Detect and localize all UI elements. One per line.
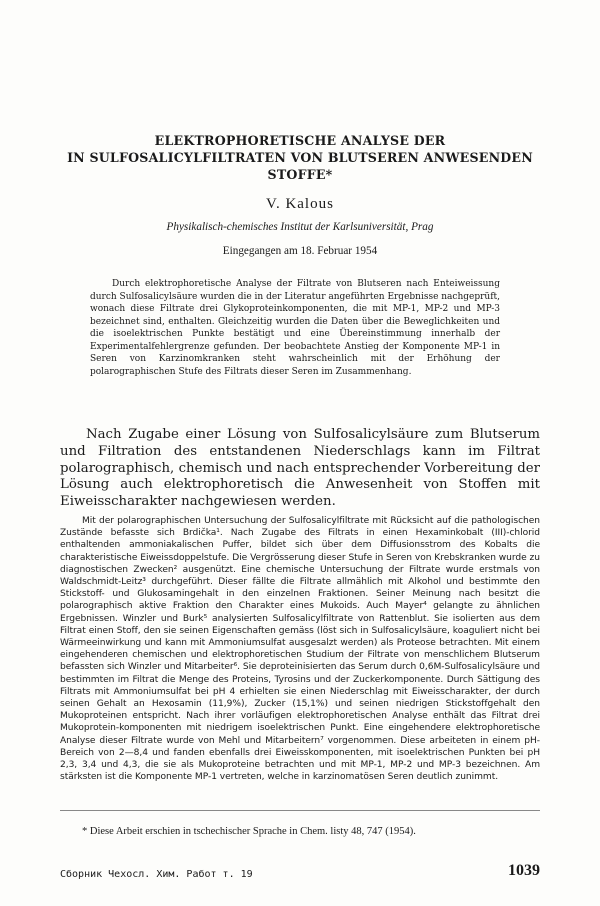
received-date: Eingegangen am 18. Februar 1954 xyxy=(222,245,378,257)
body-paragraph: Mit der polarographischen Untersuchung der Sulfosalicylfiltrate mit Rücksicht auf die pathologischen Zustände befasste sich Brdička¹. Nach Zugabe des Filtrats in einen Hexaminkobalt (III)-chlorid enthaltenden ammoniakalischen Puffer, bildet sich über dem Diffusionsstrom des Kobalts die charakteristische Eiweissdoppelstufe. Die Vergrösserung dieser Stufe in Seren von Krebskranken wurde zu diagnostischen Zwecken² ausgenützt. Eine chemische Untersuchung der Filtrate wurde erstmals von Waldschmidt-Leitz³ durchgeführt. Dieser fällte die Filtrate allmählich mit Alkohol und bestimmte den Stickstoff- und Glukosamingehalt in den einzelnen Fraktionen. Seiner Meinung nach besitzt die polarographisch aktive Fraktion den Charakter eines Mukoids. Auch Mayer⁴ gelangte zu ähnlichen Ergebnissen. Winzler und Burk⁵ analysierten Sulfosalicylfiltrate von Rattenblut. Sie isolierten aus dem Filtrat einen Stoff, den sie seinen Eigenschaften gemäss (löst sich in Sulfosalicylsäure, koaguliert nicht bei Wärmeeinwirkung und kann mit Ammoniumsulfat ausgesalzt werden) als Proteose betrachten. Mit einem eingehenderen chemischen und elektrophoretischen Studium der Filtrate von menschlichem Blutserum befassten sich Winzler und Mitarbeiter⁶. Sie deproteinisierten das Serum durch 0,6M-Sulfosalicylsäure und bestimmten im Filtrat die Menge des Proteins, Tyrosins und der Zuckerkomponente. Durch Sättigung des Filtrats mit Ammoniumsulfat bei pH 4 erhielten sie einen Niederschlag mit Eiweisscharakter, der durch seinen Gehalt an Hexosamin (11,9%), Zucker (15,1%) und seinen niedrigen Stickstoffgehalt den Mukoproteinen entspricht. Nach ihrer vorläufigen elektrophoretischen Analyse enthält das Filtrat drei Mukoprotein-komponenten mit niedrigem isoelektrischen Punkt. Eine eingehendere elektrophoretische Analyse dieser Filtrate wurde von Mehl und Mitarbeitern⁷ vorgenommen. Diese arbeiteten in einem pH-Bereich von 2—8,4 und fanden ebenfalls drei Eiweisskomponenten, mit isoelektrischen Punkten bei pH 2,3, 3,4 und 4,3, die sie als Mukoproteine betrachten und mit MP-1, MP-2 und MP-3 bezeichnen. Am stärksten ist die Komponente MP-1 vertreten, welche in karzinomatösen Seren deutlich zunimmt. xyxy=(60,516,540,783)
title-line-1: ELEKTROPHORETISCHE ANALYSE DER xyxy=(154,133,446,148)
running-footer: Сборник Чехосл. Хим. Работ т. 19 xyxy=(60,869,253,880)
intro-paragraph: Nach Zugabe einer Lösung von Sulfosalicylsäure zum Blutserum und Filtration des entstandenen Niederschlags kann im Filtrat polarographisch, chemisch und nach entsprechender Vorbereitung der Lösung auch elektrophoretisch die Anwesenheit von Stoffen mit Eiweisscharakter nachgewiesen werden. xyxy=(60,427,540,510)
title-line-2: IN SULFOSALICYLFILTRATEN VON BLUTSEREN ANWESENDEN xyxy=(67,150,533,165)
author: V. Kalous xyxy=(266,196,334,212)
article-title xyxy=(50,132,550,183)
abstract: Durch elektrophoretische Analyse der Filtrate von Blutseren nach Enteiweissung durch Sulfosalicylsäure wurden die in der Literatur angeführten Ergebnisse nachgeprüft, wonach diese Filtrate drei Glykoproteinkomponenten, die mit MP-1, MP-2 und MP-3 bezeichnet sind, enthalten. Gleichzeitig wurden die Daten über die Beweglichkeiten und die isoelektrischen Punkte bestätigt und eine Übereinstimmung innerhalb der Experimentalfehlergrenze gefunden. Der beobachtete Anstieg der Komponente MP-1 in Seren von Karzinomkranken steht wahrscheinlich mit der Erhöhung der polarographischen Stufe des Filtrats dieser Seren im Zusammenhang. xyxy=(90,279,501,377)
footnote: * Diese Arbeit erschien in tschechischer Sprache in Chem. listy 48, 747 (1954). xyxy=(82,826,416,837)
affiliation: Physikalisch-chemisches Institut der Karlsuniversität, Prag xyxy=(166,221,434,233)
page-number: 1039 xyxy=(508,862,540,879)
title-line-3: STOFFE* xyxy=(267,167,333,182)
footnote-divider xyxy=(60,810,540,811)
